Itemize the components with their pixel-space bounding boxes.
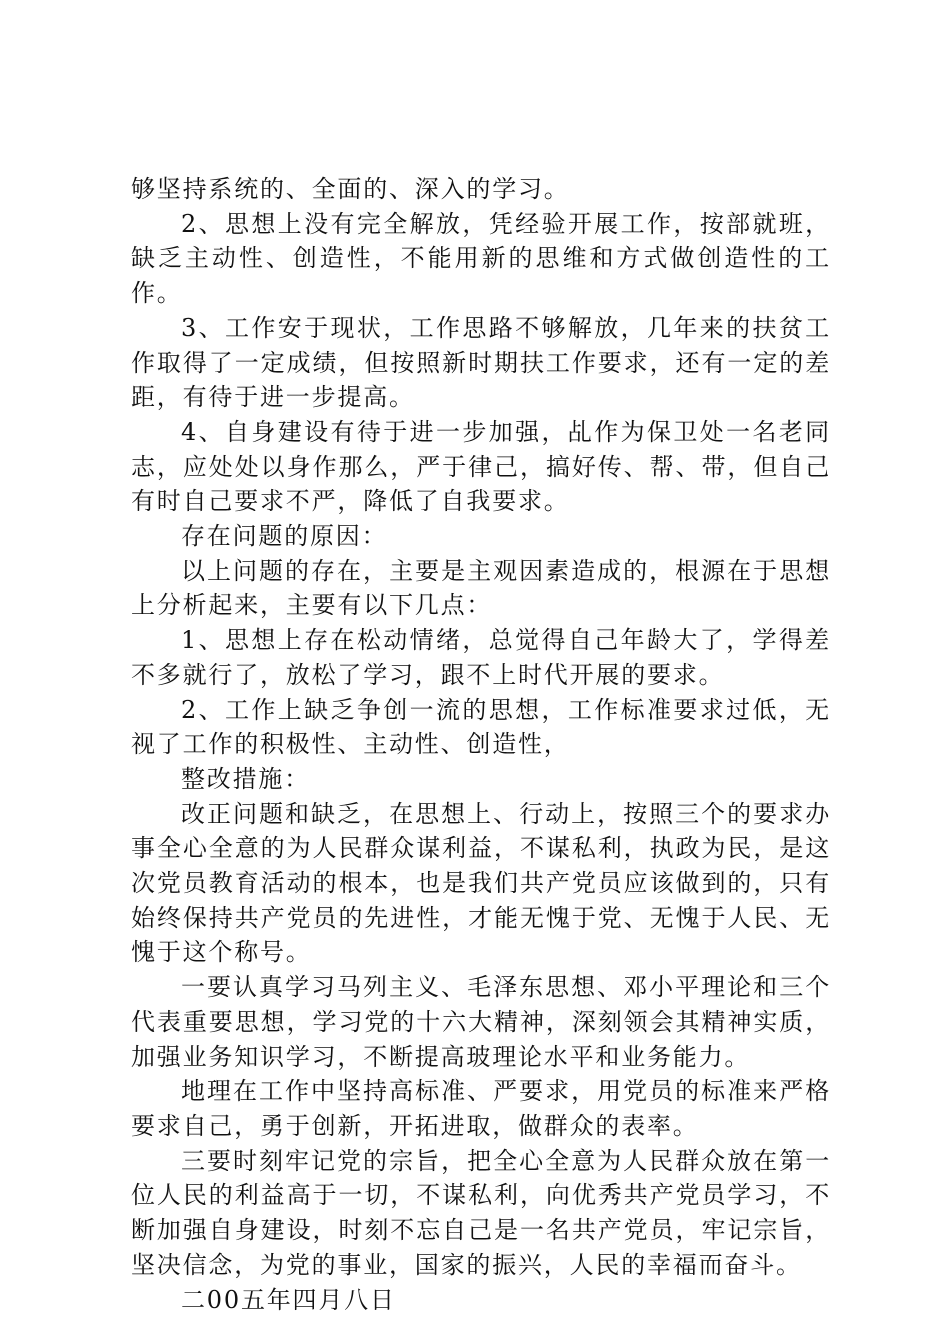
paragraph-problem-3: 3、工作安于现状，工作思路不够解放，几年来的扶贫工作取得了一定成绩，但按照新时期扶工作要求，还有一定的差距，有待于进一步提高。: [131, 313, 831, 412]
document-date: 二00五年四月八日: [181, 1285, 396, 1314]
paragraph-measures-intro: 改正问题和缺乏，在思想上、行动上，按照三个的要求办事全心全意的为人民群众谋利益，不谋私利，执政为民，是这次党员教育活动的根本，也是我们共产党员应该做到的，只有始终保持共产党员的先进性，才能无愧于党、无愧于人民、无愧于这个称号。: [131, 799, 831, 967]
paragraph-cause-2: 2、工作上缺乏争创一流的思想，工作标准要求过低，无视了工作的积极性、主动性、创造性，: [131, 695, 831, 759]
paragraph-problem-4: 4、自身建设有待于进一步加强，乩作为保卫处一名老同志，应处处以身作那么，严于律己，搞好传、帮、带，但自己有时自己要求不严，降低了自我要求。: [131, 417, 831, 516]
paragraph-measure-3: 三要时刻牢记党的宗旨，把全心全意为人民群众放在第一位人民的利益高于一切，不谋私利，向优秀共产党员学习，不断加强自身建设，时刻不忘自己是一名共产党员，牢记宗旨，坚决信念，为党的事业，国家的振兴，人民的幸福而奋斗。: [131, 1146, 831, 1279]
paragraph-problem-2: 2、思想上没有完全解放，凭经验开展工作，按部就班，缺乏主动性、创造性，不能用新的思维和方式做创造性的工作。: [131, 209, 831, 308]
paragraph-continuation: 够坚持系统的、全面的、深入的学习。: [131, 175, 570, 203]
paragraph-measure-1: 一要认真学习马列主义、毛泽东思想、邓小平理论和三个代表重要思想，学习党的十六大精神，深刻领会其精神实质，加强业务知识学习，不断提高玻理论水平和业务能力。: [131, 973, 831, 1071]
paragraph-cause-1: 1、思想上存在松动情绪，总觉得自己年龄大了，学得差不多就行了，放松了学习，跟不上时代开展的要求。: [131, 626, 831, 689]
paragraph-causes-intro: 以上问题的存在，主要是主观因素造成的，根源在于思想上分析起来，主要有以下几点：: [131, 556, 831, 620]
document-body: [131, 172, 831, 1317]
paragraph-measure-2: 地理在工作中坚持高标准、严要求，用党员的标准来严格要求自己，勇于创新，开拓进取，做群众的表率。: [131, 1077, 831, 1140]
heading-measures: 整改措施：: [181, 764, 310, 793]
heading-causes: 存在问题的原因：: [181, 522, 388, 551]
